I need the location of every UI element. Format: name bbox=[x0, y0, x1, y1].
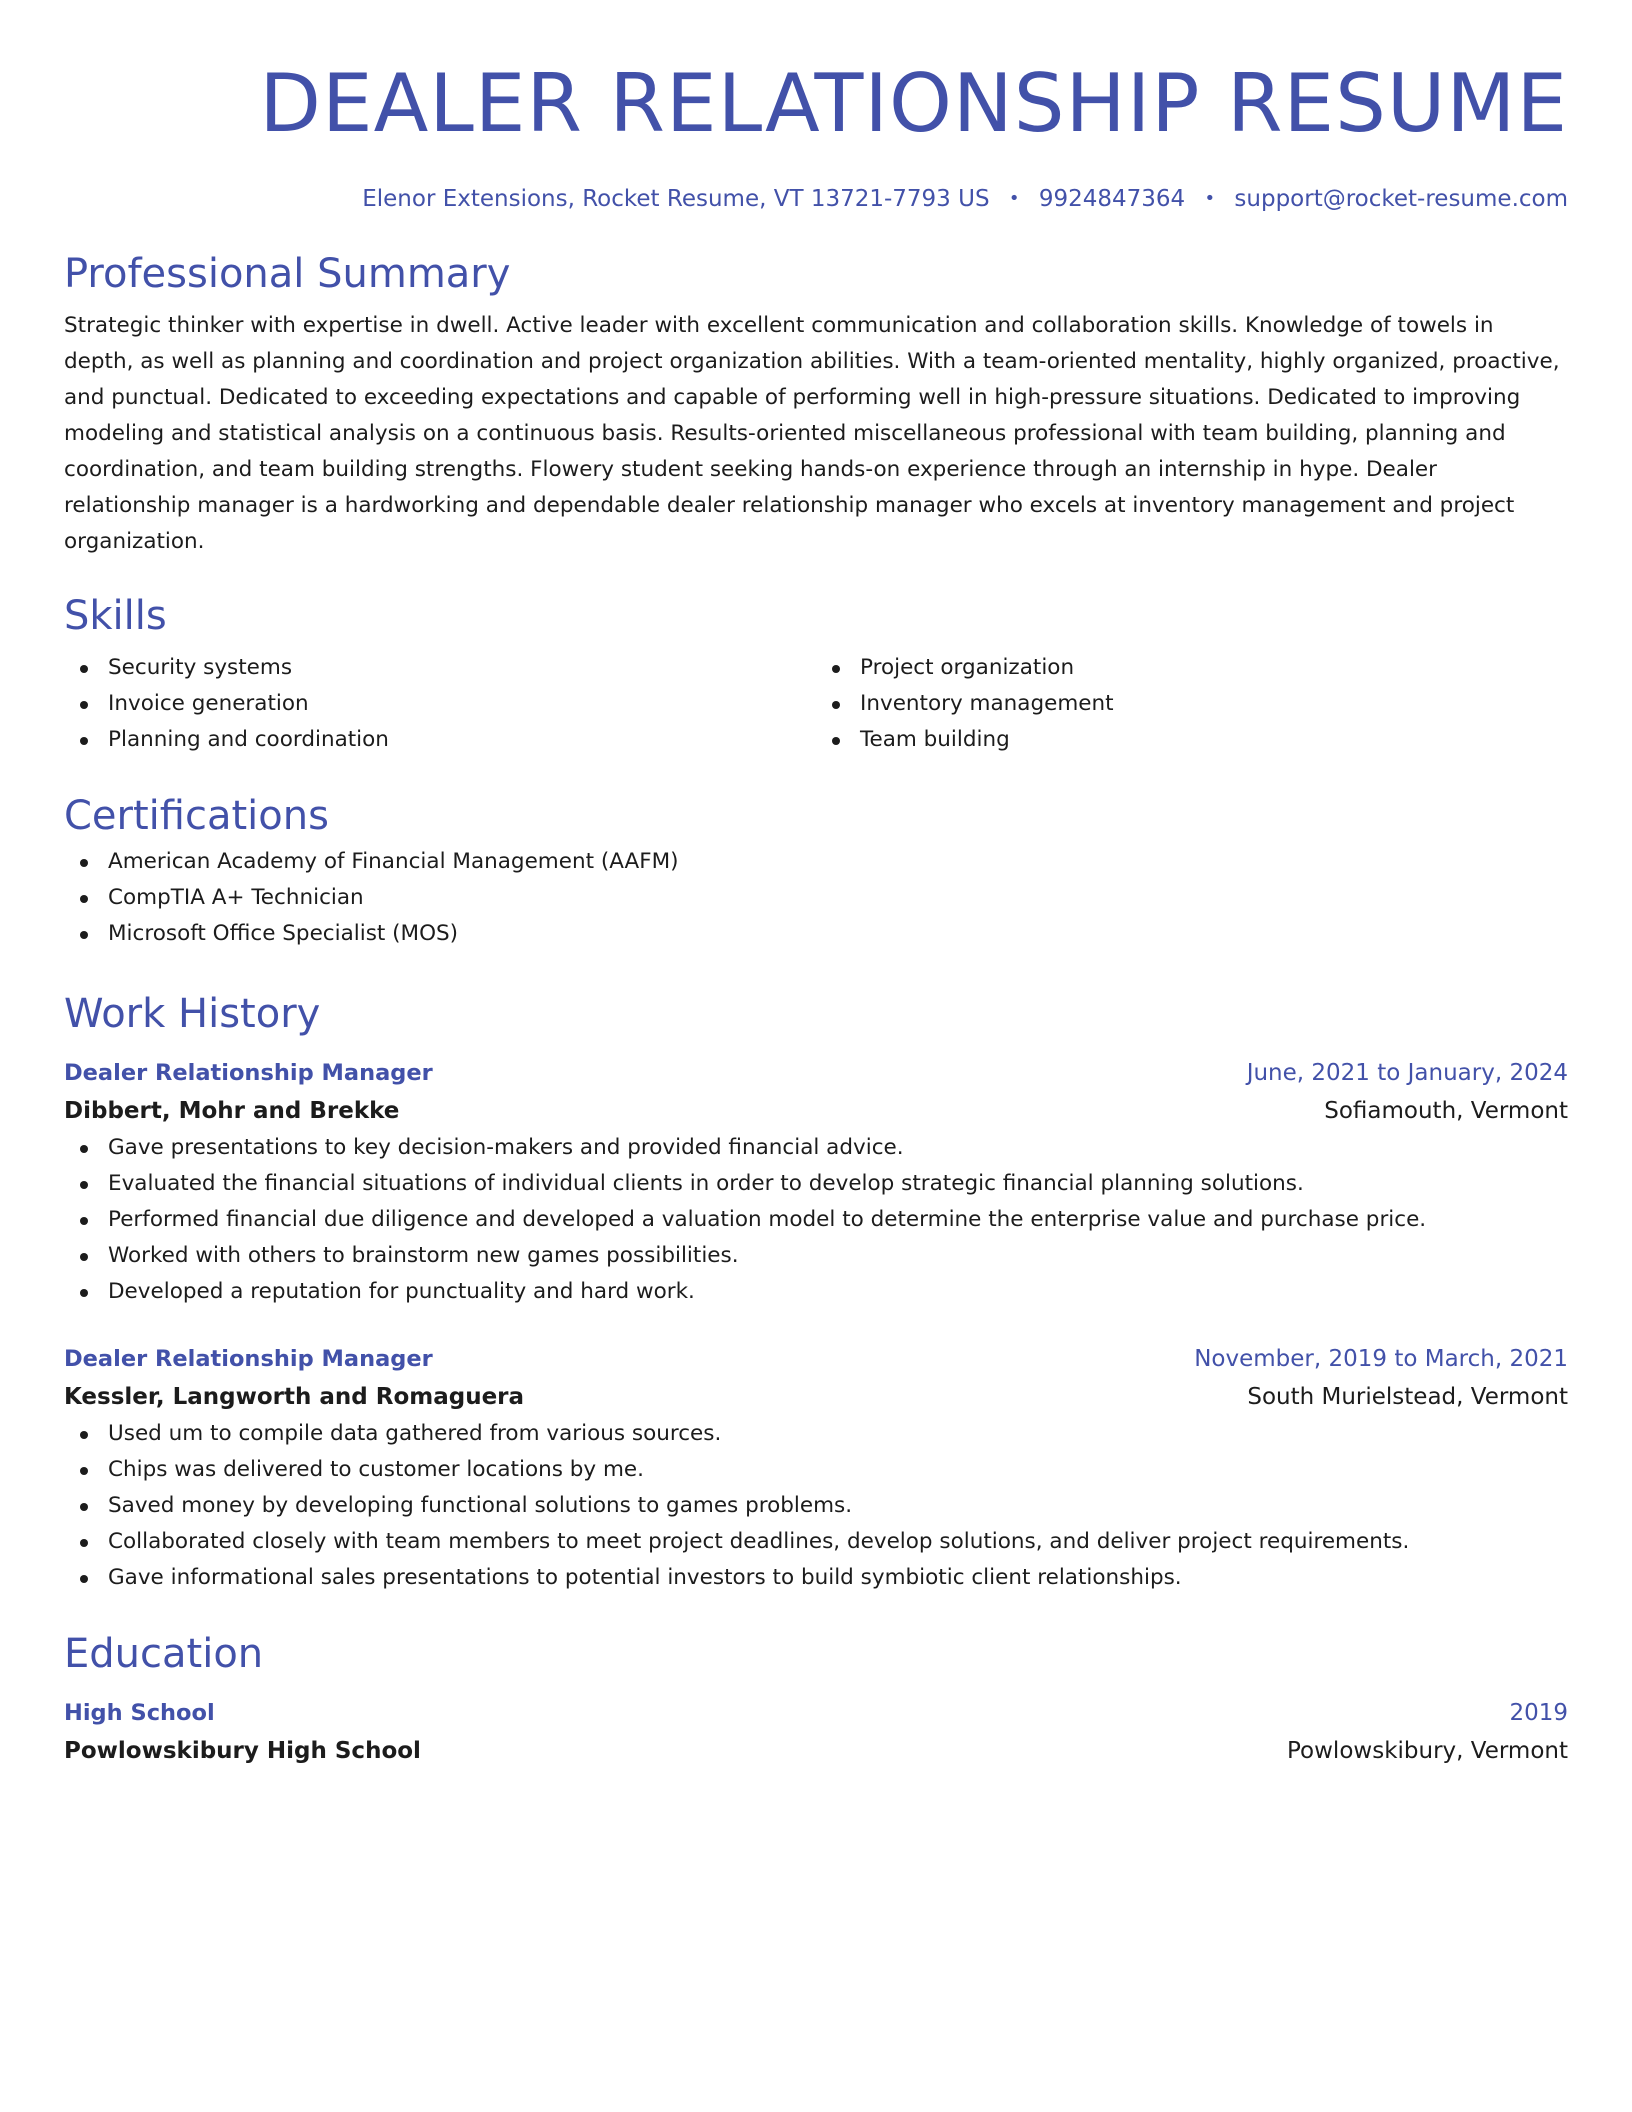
certifications-list bbox=[64, 844, 1568, 952]
bullet-icon bbox=[832, 737, 840, 745]
skill-text: Project organization bbox=[860, 655, 1075, 680]
job-bullets bbox=[64, 1416, 1568, 1596]
bullet-icon bbox=[80, 1503, 88, 1511]
list-item bbox=[64, 722, 816, 758]
certifications-heading: Certifications bbox=[64, 793, 329, 839]
job-bullet-text: Gave presentations to key decision-makers and provided financial advice. bbox=[108, 1135, 904, 1160]
skills-column-left bbox=[64, 650, 816, 758]
job-dates: November, 2019 to March, 2021 bbox=[1194, 1346, 1568, 1372]
job-bullet-text: Collaborated closely with team members to meet project deadlines, develop solutions, and deliver project requirements. bbox=[108, 1529, 1410, 1554]
resume-title: DEALER RELATIONSHIP RESUME bbox=[259, 57, 1568, 150]
job-bullet-text: Evaluated the financial situations of individual clients in order to develop strategic financial planning solutions. bbox=[108, 1171, 1304, 1196]
job-dates: June, 2021 to January, 2024 bbox=[1246, 1060, 1568, 1086]
list-item bbox=[64, 1202, 1568, 1238]
job-role: Dealer Relationship Manager bbox=[64, 1346, 433, 1372]
list-item bbox=[816, 686, 1568, 722]
certification-text: Microsoft Office Specialist (MOS) bbox=[108, 921, 459, 946]
skills-heading: Skills bbox=[64, 593, 167, 639]
education-heading: Education bbox=[64, 1631, 264, 1677]
bullet-icon bbox=[832, 701, 840, 709]
job-company-row bbox=[64, 1092, 1568, 1130]
job-header-row bbox=[64, 1340, 1568, 1378]
list-item bbox=[64, 1166, 1568, 1202]
job-company: Dibbert, Mohr and Brekke bbox=[64, 1098, 400, 1124]
bullet-icon bbox=[832, 665, 840, 673]
job-bullet-text: Chips was delivered to customer locations by me. bbox=[108, 1457, 644, 1482]
list-item bbox=[816, 650, 1568, 686]
work-history-heading: Work History bbox=[64, 991, 321, 1037]
list-item bbox=[64, 880, 1568, 916]
list-item bbox=[816, 722, 1568, 758]
list-item bbox=[64, 650, 816, 686]
list-item bbox=[64, 1488, 1568, 1524]
bullet-icon bbox=[80, 1145, 88, 1153]
list-item bbox=[64, 844, 1568, 880]
education-year: 2019 bbox=[1509, 1700, 1568, 1726]
bullet-icon bbox=[80, 1289, 88, 1297]
contact-separator: • bbox=[1008, 188, 1020, 209]
job-entry bbox=[64, 1340, 1568, 1596]
contact-phone: 9924847364 bbox=[1038, 186, 1186, 212]
job-location: South Murielstead, Vermont bbox=[1247, 1384, 1568, 1410]
contact-address: Elenor Extensions, Rocket Resume, VT 13721-7793 US bbox=[362, 186, 990, 212]
job-bullet-text: Gave informational sales presentations to potential investors to build symbiotic client relationships. bbox=[108, 1565, 1182, 1590]
list-item bbox=[64, 1238, 1568, 1274]
skill-text: Invoice generation bbox=[108, 691, 309, 716]
list-item bbox=[64, 1130, 1568, 1166]
list-item bbox=[64, 1524, 1568, 1560]
skills-column-right bbox=[816, 650, 1568, 758]
bullet-icon bbox=[80, 1217, 88, 1225]
skill-text: Security systems bbox=[108, 655, 293, 680]
certification-text: American Academy of Financial Management (AAFM) bbox=[108, 849, 679, 874]
education-header-row bbox=[64, 1694, 1568, 1732]
education-entry bbox=[64, 1694, 1568, 1770]
education-school-row bbox=[64, 1732, 1568, 1770]
skill-text: Team building bbox=[860, 727, 1010, 752]
summary-text: Strategic thinker with expertise in dwell. Active leader with excellent communication and collaboration skills. Knowledge of towels in depth, as well as planning and coordination and project organization abilities. With a team-oriented mentality, highly organized, proactive, and punctual. Dedicated to exceeding expectations and capable of performing well in high-pressure situations. Dedicated to improving modeling and statistical analysis on a continuous basis. Results-oriented miscellaneous professional with team building, planning and coordination, and team building strengths. Flowery student seeking hands-on experience through an internship in hype. Dealer relationship manager is a hardworking and dependable dealer relationship manager who excels at inventory management and project organization. bbox=[64, 313, 1560, 554]
bullet-icon bbox=[80, 895, 88, 903]
job-company: Kessler, Langworth and Romaguera bbox=[64, 1384, 525, 1410]
skill-text: Planning and coordination bbox=[108, 727, 389, 752]
bullet-icon bbox=[80, 665, 88, 673]
bullet-icon bbox=[80, 1467, 88, 1475]
job-role: Dealer Relationship Manager bbox=[64, 1060, 433, 1086]
bullet-icon bbox=[80, 1575, 88, 1583]
skills-list bbox=[64, 650, 1568, 758]
skill-text: Inventory management bbox=[860, 691, 1114, 716]
bullet-icon bbox=[80, 1253, 88, 1261]
job-bullets bbox=[64, 1130, 1568, 1310]
job-bullet-text: Used um to compile data gathered from various sources. bbox=[108, 1421, 722, 1446]
list-item bbox=[64, 1452, 1568, 1488]
job-company-row bbox=[64, 1378, 1568, 1416]
certification-text: CompTIA A+ Technician bbox=[108, 885, 364, 910]
bullet-icon bbox=[80, 737, 88, 745]
contact-email: support@rocket-resume.com bbox=[1234, 186, 1568, 212]
list-item bbox=[64, 1560, 1568, 1596]
education-location: Powlowskibury, Vermont bbox=[1287, 1738, 1568, 1764]
contact-line bbox=[64, 182, 1568, 216]
job-bullet-text: Saved money by developing functional solutions to games problems. bbox=[108, 1493, 853, 1518]
job-entry bbox=[64, 1054, 1568, 1310]
education-degree: High School bbox=[64, 1700, 215, 1726]
list-item bbox=[64, 1274, 1568, 1310]
job-bullet-text: Worked with others to brainstorm new games possibilities. bbox=[108, 1243, 739, 1268]
job-bullet-text: Developed a reputation for punctuality and hard work. bbox=[108, 1279, 695, 1304]
contact-separator: • bbox=[1204, 188, 1216, 209]
bullet-icon bbox=[80, 701, 88, 709]
education-school: Powlowskibury High School bbox=[64, 1738, 421, 1764]
job-bullet-text: Performed financial due diligence and developed a valuation model to determine the enterprise value and purchase price. bbox=[108, 1207, 1427, 1232]
list-item bbox=[64, 916, 1568, 952]
list-item bbox=[64, 1416, 1568, 1452]
job-header-row bbox=[64, 1054, 1568, 1092]
bullet-icon bbox=[80, 1431, 88, 1439]
bullet-icon bbox=[80, 1181, 88, 1189]
summary-heading: Professional Summary bbox=[64, 251, 511, 297]
bullet-icon bbox=[80, 859, 88, 867]
bullet-icon bbox=[80, 931, 88, 939]
resume-page bbox=[64, 52, 1568, 1770]
bullet-icon bbox=[80, 1539, 88, 1547]
job-location: Sofiamouth, Vermont bbox=[1324, 1098, 1568, 1124]
list-item bbox=[64, 686, 816, 722]
